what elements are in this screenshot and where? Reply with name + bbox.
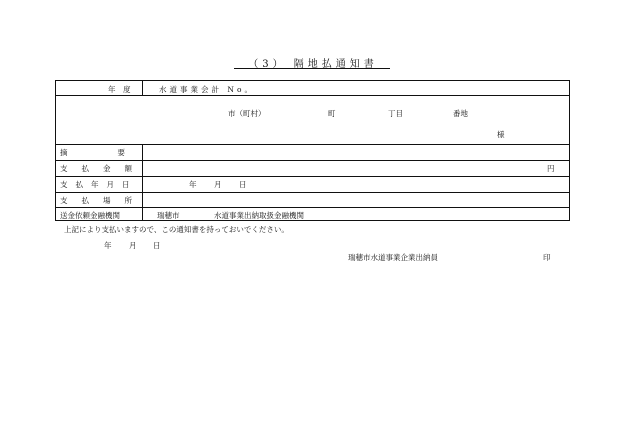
issuer-name: 瑞穂市水道事業企業出納員 [348, 253, 438, 262]
document-title: （3） 隔地払通知書 [248, 59, 378, 70]
year-label [60, 84, 138, 95]
address-banchi: 番地 [453, 109, 468, 118]
row-divider [56, 144, 569, 145]
payment-date-label: 支払年月日 [60, 180, 138, 189]
title-underline [234, 68, 390, 69]
account-number: 水道事業会計 No。 [159, 85, 255, 94]
row-divider [56, 95, 569, 96]
payment-date-year: 年 [189, 180, 197, 189]
seal-mark: 印 [543, 253, 551, 262]
payment-date-month: 月 [214, 180, 222, 189]
bank-name: 水道事業出納取扱金融機関 [214, 211, 304, 220]
footer-year: 年 [104, 241, 112, 250]
remitting-bank-label: 送金依頼金融機関 [60, 211, 120, 220]
bank-city: 瑞穂市 [157, 211, 180, 220]
amount-yen-unit: 円 [547, 164, 555, 173]
payment-date-day: 日 [239, 180, 247, 189]
address-chome: 丁目 [388, 109, 403, 118]
footer-day: 日 [153, 241, 161, 250]
address-town: 町 [328, 109, 336, 118]
notice-form-table [55, 80, 570, 221]
payment-place-label: 支払場所 [60, 196, 146, 205]
address-city: 市（町村） [228, 109, 266, 118]
row-divider [56, 176, 569, 177]
row-divider [56, 160, 569, 161]
row-divider [56, 192, 569, 193]
year-label-text: 年 度 [108, 85, 131, 94]
summary-label: 摘要 [60, 148, 175, 157]
recipient-honorific: 様 [497, 130, 505, 139]
label-column-divider [142, 81, 143, 95]
footer-note: 上記により支払いますので、この通知書を持っておいでください。 [64, 225, 289, 234]
amount-label: 支払金額 [60, 164, 146, 173]
row-divider [56, 207, 569, 208]
footer-month: 月 [129, 241, 137, 250]
